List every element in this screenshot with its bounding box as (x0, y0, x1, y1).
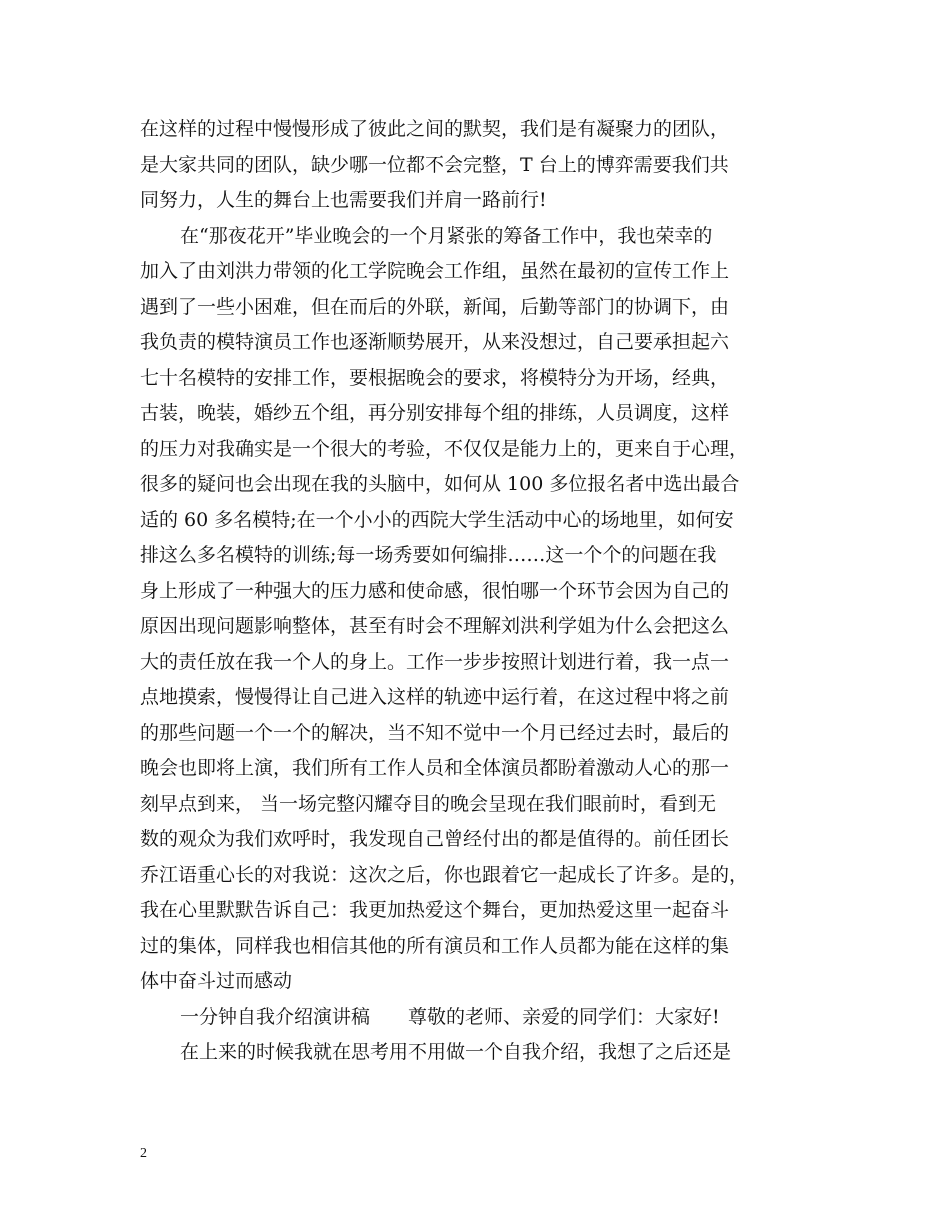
text-line: 在这样的过程中慢慢形成了彼此之间的默契，我们是有凝聚力的团队， (140, 118, 730, 140)
paragraph-start-line: 一分钟自我介绍演讲稿 尊敬的老师、亲爱的同学们：大家好! (180, 1005, 720, 1028)
text-line: 乔江语重心长的对我说：这次之后，你也跟着它一起成长了许多。是的， (140, 863, 749, 886)
text-line: 过的集体，同样我也相信其他的所有演员和工作人员都为能在这样的集 (140, 934, 730, 957)
text-line: 古装，晚装，婚纱五个组，再分别安排每个组的排练，人员调度，这样 (140, 402, 730, 424)
page-number: 2 (140, 1146, 147, 1161)
paragraph-start-line: 在“那夜花开”毕业晚会的一个月紧张的筹备工作中，我也荣幸的 (180, 224, 713, 247)
text-line: 的那些问题一个一个的解决，当不知不觉中一个月已经过去时，最后的 (140, 721, 730, 744)
text-line: 我负责的模特演员工作也逐渐顺势展开，从来没想过，自己要承担起六 (140, 331, 730, 353)
text-line: 的压力对我确实是一个很大的考验，不仅仅是能力上的，更来自于心理， (140, 437, 749, 460)
text-line: 身上形成了一种强大的压力感和使命感，很怕哪一个环节会因为自己的 (140, 579, 730, 602)
text-line: 原因出现问题影响整体，甚至有时会不理解刘洪利学姐为什么会把这么 (140, 615, 730, 637)
text-line: 遇到了一些小困难，但在而后的外联，新闻，后勤等部门的协调下，由 (140, 295, 730, 318)
text-line: 晚会也即将上演，我们所有工作人员和全体演员都盼着激动人心的那一 (140, 757, 730, 779)
text-line: 同努力，人生的舞台上也需要我们并肩一路前行! (140, 189, 547, 211)
text-line: 排这么多名模特的训练;每一场秀要如何编排……这一个个的问题在我 (140, 544, 717, 566)
text-line: 我在心里默默告诉自己：我更加热爱这个舞台，更加热爱这里一起奋斗 (140, 899, 730, 921)
text-line: 是大家共同的团队，缺少哪一位都不会完整，T 台上的博弈需要我们共 (140, 153, 729, 176)
text-line: 七十名模特的安排工作，要根据晚会的要求，将模特分为开场，经典， (140, 366, 730, 389)
text-line: 体中奋斗过而感动 (140, 970, 293, 992)
body-text (140, 112, 830, 1071)
text-line: 大的责任放在我一个人的身上。工作一步步按照计划进行着，我一点一 (140, 650, 730, 673)
text-line: 点地摸索，慢慢得让自己进入这样的轨迹中运行着，在这过程中将之前 (140, 686, 730, 708)
paragraph-start-line: 在上来的时候我就在思考用不用做一个自我介绍，我想了之后还是 (180, 1041, 732, 1063)
text-line: 很多的疑问也会出现在我的头脑中，如何从 100 多位报名者中选出最合 (140, 473, 740, 495)
text-line: 刻早点到来， 当一场完整闪耀夺目的晚会呈现在我们眼前时，看到无 (140, 792, 717, 815)
text-line: 数的观众为我们欢呼时，我发现自己曾经付出的都是值得的。前任团长 (140, 828, 730, 850)
text-line: 加入了由刘洪力带领的化工学院晚会工作组，虽然在最初的宣传工作上 (140, 260, 730, 282)
text-line: 适的 60 多名模特;在一个小小的西院大学生活动中心的场地里，如何安 (140, 508, 734, 531)
